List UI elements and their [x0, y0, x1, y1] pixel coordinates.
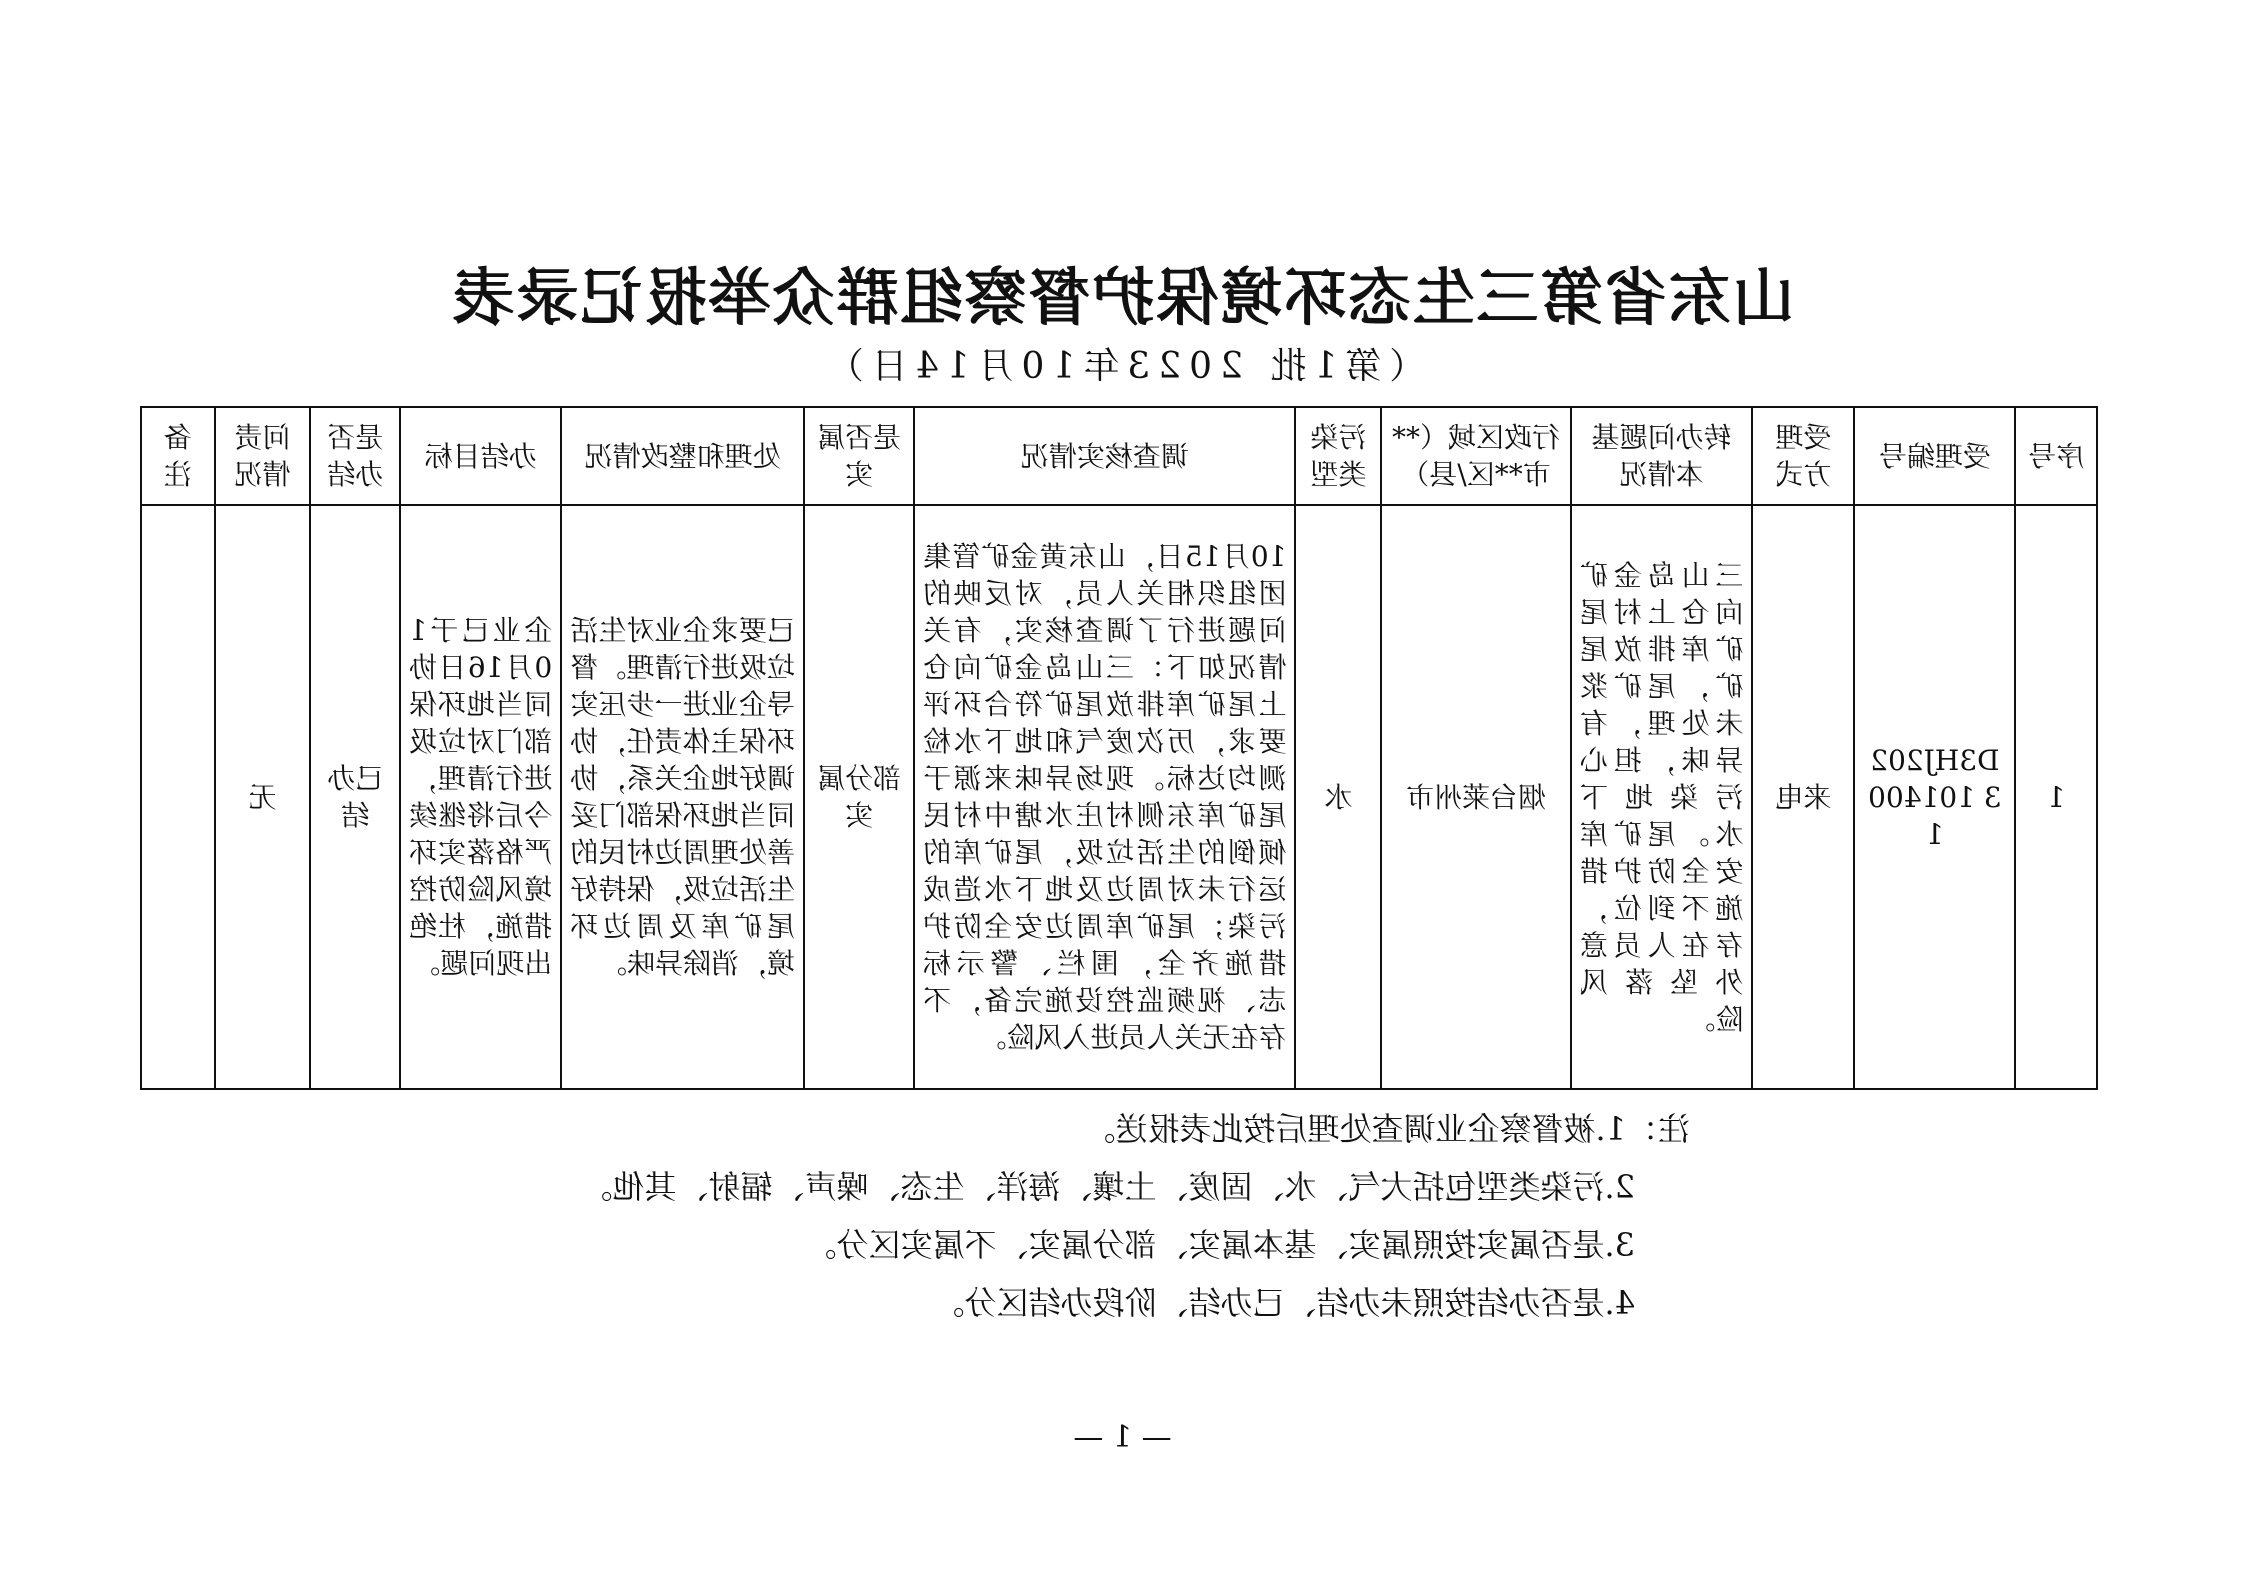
cell-true: 部分属实 [804, 505, 914, 1089]
cell-remark [141, 505, 215, 1089]
notes [580, 1100, 1690, 1332]
note-line: 3.是否属实按照属实、基本属实、部分属实、不属实区分。 [804, 1226, 1635, 1264]
cell-accountability: 无 [215, 505, 311, 1089]
cell-no: 1 [2015, 505, 2097, 1089]
header-cell: 序号 [2015, 407, 2097, 505]
page-title: 山东省第三生态环境保护督察组群众举报记录表 [450, 261, 1795, 334]
header-cell: 行政区域（**市**区/县） [1381, 407, 1571, 505]
header-cell: 转办问题基本情况 [1571, 407, 1753, 505]
header-cell: 污染类型 [1295, 407, 1381, 505]
header-cell: 备注 [141, 407, 215, 505]
header-cell: 受理方式 [1752, 407, 1854, 505]
table-row [141, 505, 2097, 1089]
cell-region: 烟台莱州市 [1381, 505, 1571, 1089]
note-line: 注：1.被督察企业调查处理后按此表报送。 [1083, 1110, 1690, 1148]
header-cell: 办结目标 [400, 407, 561, 505]
table-header-row [141, 407, 2097, 505]
cell-method: 来电 [1752, 505, 1854, 1089]
header-cell: 调查核实情况 [914, 407, 1295, 505]
cell-pollution: 水 [1295, 505, 1381, 1089]
cell-closed: 已办结 [310, 505, 400, 1089]
header-cell: 是否办结 [310, 407, 400, 505]
page-number: — 1 — [1073, 1420, 1172, 1455]
header-cell: 处理和整改情况 [561, 407, 804, 505]
cell-goal: 企业已于10月16日协同当地环保部门对垃圾进行清理，今后将继续严格落实环境风险防控措施，杜绝出现问题。 [400, 505, 561, 1089]
header-cell: 受理编号 [1854, 407, 2015, 505]
header-cell: 是否属实 [804, 407, 914, 505]
note-line: 2.污染类型包括大气、水、固废、土壤、海洋、生态、噪声、辐射、其他。 [580, 1168, 1635, 1206]
header-cell: 问责情况 [215, 407, 311, 505]
cell-issue: 三山岛金矿向仓上村尾矿库排放尾矿，尾矿浆未处理，有异味，担心污染地下水。尾矿库安全防护措施不到位，存在人员意外坠落风险。 [1571, 505, 1753, 1089]
report-table [140, 406, 2098, 1090]
note-line: 4.是否办结按照未办结、已办结、阶段办结区分。 [932, 1284, 1635, 1322]
page-subtitle: （第1批 2023年10月14日） [819, 346, 1426, 387]
cell-code: D3HJ2023 1014001 [1854, 505, 2015, 1089]
cell-handling: 已要求企业对生活垃圾进行清理。督导企业进一步压实环保主体责任，协调好地企关系，协同当地环保部门妥善处理周边村民的生活垃圾，保持好尾矿库及周边环境，消除异味。 [561, 505, 804, 1089]
cell-investigation: 10月15日，山东黄金矿管集团组织相关人员，对反映的问题进行了调查核实，有关情况如下：三山岛金矿向仓上尾矿库排放尾矿符合环评要求，历次废气和地下水检测均达标。现场异味来源于尾矿库东侧村庄水塘中村民倾倒的生活垃圾，尾矿库的运行未对周边及地下水造成污染；尾矿库周边安全防护措施齐全，围栏、警示标志、视频监控设施完备，不存在无关人员进入风险。 [914, 505, 1295, 1089]
